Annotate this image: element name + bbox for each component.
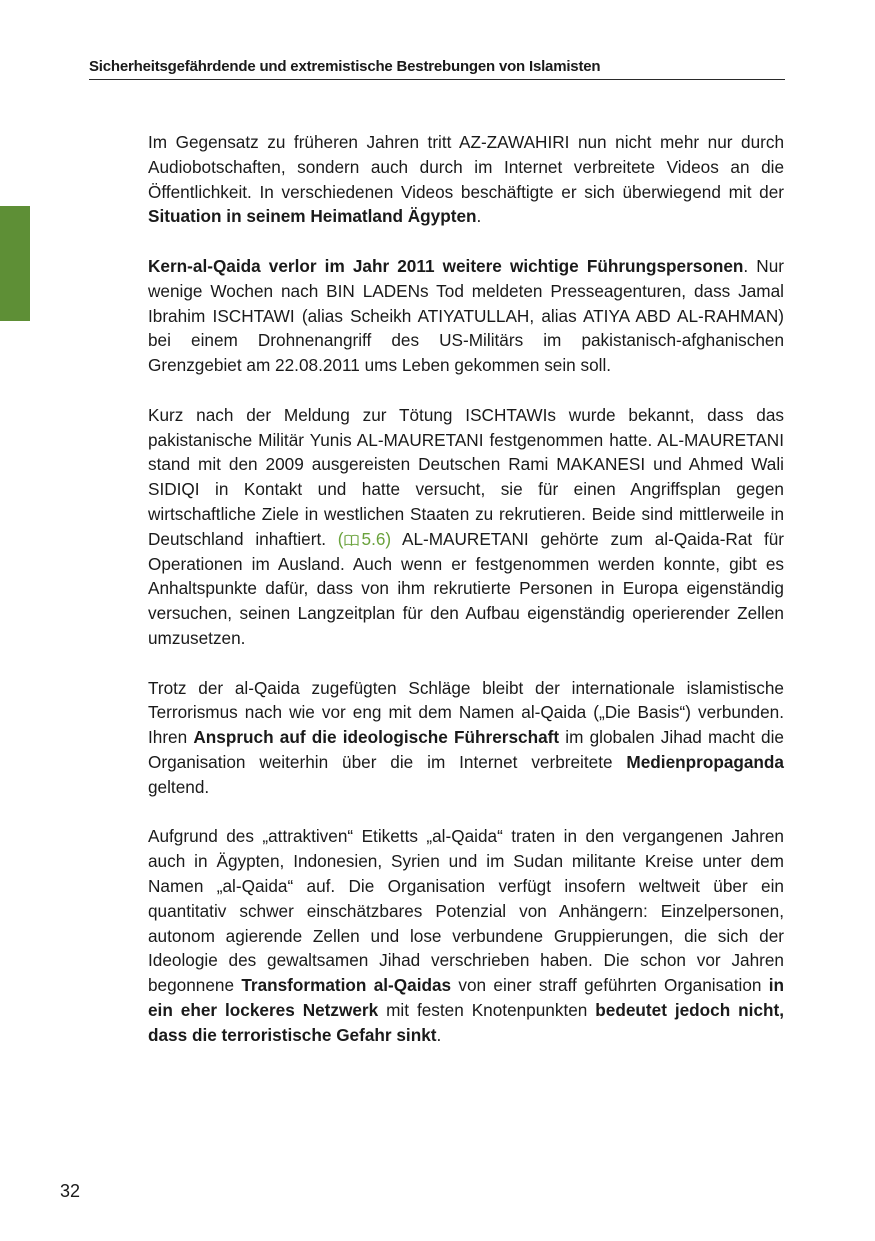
header-title: Sicherheitsgefährdende und extremistische Bestrebungen von Islamisten bbox=[89, 58, 601, 75]
emphasis-text: Kern-al-Qaida verlor im Jahr 2011 weitere wichtige Führungspersonen bbox=[148, 255, 744, 276]
cross-reference-link[interactable] bbox=[338, 529, 391, 549]
paragraph-terrorism-brand bbox=[148, 676, 784, 800]
text-run: geltend. bbox=[148, 776, 210, 797]
emphasis-text: Transformation al-Qaidas bbox=[241, 975, 452, 996]
text-run: Trotz der al-Qaida zugefügten Schläge bleibt der internationale islamistische Terrorismus nach wie vor eng mit dem Namen al-Qaida („Die Basis“) verbunden. Ihren bbox=[148, 677, 784, 748]
emphasis-text: Situation in seinem Heimatland Ägypten bbox=[148, 206, 477, 227]
link-ref-number: 5.6) bbox=[361, 528, 392, 549]
main-text bbox=[148, 130, 784, 1072]
text-run: . bbox=[476, 206, 482, 227]
text-run: von einer straff geführten Organisation bbox=[451, 975, 769, 996]
text-run: Aufgrund des „attraktiven“ Etiketts „al-Qaida“ traten in den vergangenen Jahren auch in Ägypten, Indonesien, Syrien und im Sudan militante Kreise unter dem Namen „al-Qaida“ auf. Die Organisation verfügt insofern weltweit über ein quantitativ schwer einschätzbares Potenzial von Anhängern: Einzelpersonen, autonom agierende Zellen und lose verbundene Gruppierungen, die sich der Ideologie des gewaltsamen Jihad verschrieben haben. Die schon vor Jahren begonnene bbox=[148, 826, 784, 996]
paragraph-zawahiri-videos bbox=[148, 130, 784, 229]
text-run: Im Gegensatz zu früheren Jahren tritt AZ-ZAWAHIRI nun nicht mehr nur durch Audiobotschaften, sondern auch durch im Internet verbreitete Videos an die Öffentlichkeit. In verschiedenen Videos beschäftigte er sich überwiegend mit der bbox=[148, 132, 784, 202]
paragraph-al-mauretani bbox=[148, 403, 784, 651]
text-run: im globalen Jihad macht die Organisation weiterhin über die im Internet verbreitete bbox=[148, 727, 784, 772]
text-run: Kurz nach der Meldung zur Tötung ISCHTAWIs wurde bekannt, dass das pakistanische Militär Yunis AL-MAURETANI festgenommen hatte. AL-MAURETANI stand mit den 2009 ausgereisten Deutschen Rami MAKANESI und Ahmed Wali SIDIQI in Kontakt und hatte versucht, sie für einen Angriffsplan gegen wirtschaftliche Ziele in westlichen Staaten zu rekrutieren. Beide sind mittlerweile in Deutschland inhaftiert. bbox=[148, 404, 784, 549]
text-run: mit festen Knotenpunkten bbox=[378, 999, 596, 1020]
text-run: . Nur wenige Wochen nach BIN LADENs Tod meldeten Presseagenturen, dass Jamal Ibrahim ISCHTAWI (alias Scheikh ATIYATULLAH, alias ATIYA ABD AL-RAHMAN) bei einem Drohnenangriff des US-Militärs im pakistanisch-afghanischen Grenzgebiet am 22.08.2011 ums Leben gekommen sein soll. bbox=[148, 255, 784, 376]
paragraph-kern-al-qaida-losses bbox=[148, 254, 784, 378]
chapter-side-tab bbox=[0, 206, 30, 321]
text-run: . bbox=[436, 1024, 442, 1045]
emphasis-text: bedeutet jedoch nicht, dass die terroristische Gefahr sinkt bbox=[148, 999, 785, 1045]
running-header bbox=[89, 58, 785, 80]
text-run: AL-MAURETANI gehörte zum al-Qaida-Rat für Operationen im Ausland. Auch wenn er festgenommen werden konnte, gibt es Anhaltspunkte dafür, dass von ihm rekrutierte Personen in Europa eigenständig versuchen, seinen Langzeitplan für den Aufbau eigenständig operierender Zellen umzusetzen. bbox=[148, 528, 785, 648]
emphasis-text: Anspruch auf die ideologische Führerschaft bbox=[193, 727, 560, 748]
book-icon bbox=[344, 534, 359, 546]
emphasis-text: in ein eher lockeres Netzwerk bbox=[148, 975, 785, 1020]
page-number: 32 bbox=[60, 1181, 81, 1201]
link-paren: ( bbox=[337, 528, 344, 549]
paragraph-network-transformation bbox=[148, 824, 784, 1047]
emphasis-text: Medienpropaganda bbox=[626, 751, 784, 772]
